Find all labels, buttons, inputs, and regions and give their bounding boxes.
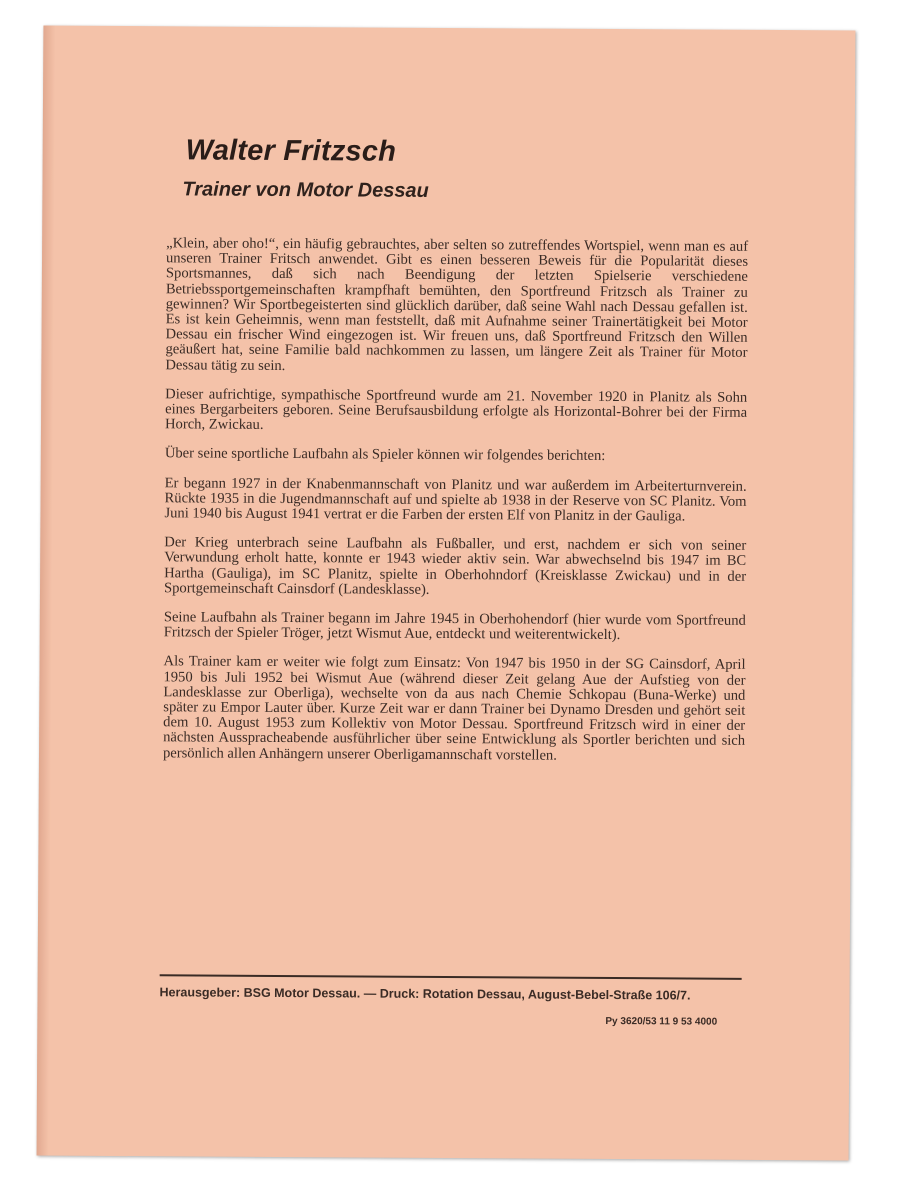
paragraph: Als Trainer kam er weiter wie folgt zum Einsatz: Von 1947 bis 1950 in der SG Cainsdorf, April 1950 bis Juli 1952 bei Wismut Aue (während dieser Zeit gelang Aue der Aufstieg von der Landesklasse zur Oberliga), wechselte von da aus nach Chemie Schkopau (Buna-Werke) und später zu Empor Lauter über. Kurze Zeit war er dann Trainer bei Dynamo Dresden und gehört seit dem 10. August 1953 zum Kollektiv von Motor Dessau. Sportfreund Fritzsch wird in einer der nächsten Ausspracheabende ausführlicher über seine Entwicklung als Sportler berichten und sich persönlich allen Anhängern unserer Oberligamannschaft vorstellen. [162, 653, 746, 764]
paragraph: Dieser aufrichtige, sympathische Sportfreund wurde am 21. November 1920 in Planitz als Sohn eines Bergarbeiters geboren. Seine Berufsausbildung erfolgte als Horizontal-Bohrer bei der Firma Horch, Zwickau. [164, 386, 748, 434]
footer-divider [160, 974, 742, 980]
document-sheet [37, 26, 856, 1161]
paragraph: Über seine sportliche Laufbahn als Spieler können wir folgendes berichten: [164, 445, 606, 465]
paragraph: Der Krieg unterbrach seine Laufbahn als Fußballer, und erst, nachdem er sich von seiner Verwundung erholt hatte, konnte er 1943 wieder aktiv sein. War abwechselnd bis 1947 im BC Hartha (Gauliga), im SC Planitz, spielte in Oberhohndorf (Kreisklasse Zwickau) und in der Sportgemeinschaft Cainsdorf (Landesklasse). [163, 534, 747, 598]
document-subtitle: Trainer von Motor Dessau [182, 178, 429, 202]
article-body [163, 236, 748, 778]
print-code: Py 3620/53 11 9 53 4000 [605, 1015, 718, 1028]
paragraph: Er begann 1927 in der Knabenmannschaft von Planitz und war außerdem im Arbeiterturnverein. Rückte 1935 in die Jugendmannschaft auf und spielte ab 1938 in der Reserve von SC Planitz. Vom Juni 1940 bis August 1941 vertrat er die Farben der ersten Elf von Planitz in der Gauliga. [164, 474, 747, 525]
paragraph: Seine Laufbahn als Trainer begann im Jahre 1945 in Oberhohendorf (hier wurde vom Sportfreund Fritzsch der Spieler Tröger, jetzt Wismut Aue, entdeckt und weiterentwickelt). [163, 609, 746, 644]
paragraph: „Klein, aber oho!“, ein häufig gebrauchtes, aber selten so zutreffendes Wortspiel, wenn man es auf unseren Trainer Fritsch anwendet. Gibt es einen besseren Beweis für die Popularität dieses Sportsmannes, daß sich nach Beendigung der letzten Spielserie verschiedene Betriebssportgemeinschaften krampfhaft bemühten, den Sportfreund Fritzsch als Trainer zu gewinnen? Wir Sportbegeisterten sind glücklich darüber, daß seine Wahl nach Dessau gefallen ist. Es ist kein Geheimnis, wenn man feststellt, daß mit Aufnahme seiner Trainertätigkeit bei Motor Dessau ein frischer Wind eingezogen ist. Wir freuen uns, daß Sportfreund Fritzsch den Willen geäußert hat, seine Familie bald nachkommen zu lassen, um längere Zeit als Trainer für Motor Dessau tätig zu sein. [165, 235, 749, 374]
imprint-text: Herausgeber: BSG Motor Dessau. — Druck: Rotation Dessau, August-Bebel-Straße 106/7. [159, 985, 691, 1003]
document-title: Walter Fritzsch [185, 134, 397, 168]
